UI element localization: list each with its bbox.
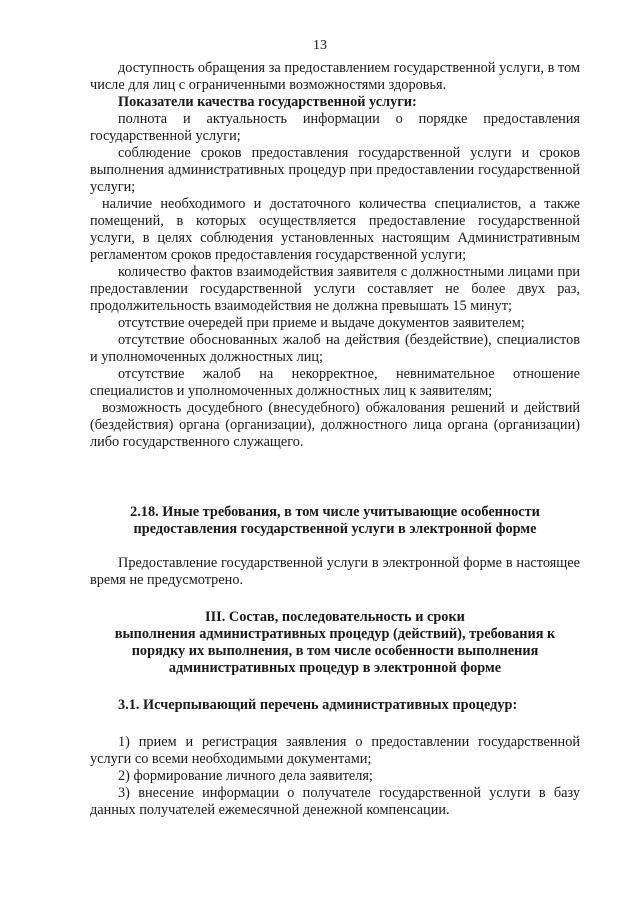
section-2-18-title-line: предоставления государственной услуги в электронной форме [133,521,537,537]
quality-item: полнота и актуальность информации о порядке предоставления государственной услуги; [90,111,580,144]
section-3-title-line: административных процедур в электронной форме [168,660,502,676]
document-body [90,60,580,819]
quality-item: количество фактов взаимодействия заявителя с должностными лицами при предоставлении государственной услуги составляет не более двух раз, продолжительность взаимодействия не должна превышать 15 минут; [90,264,580,314]
quality-intro-paragraph: доступность обращения за предоставлением государственной услуги, в том числе для лиц с ограниченными возможностями здоровья. [90,60,580,93]
page-number: 13 [313,38,327,53]
quality-item: возможность досудебного (внесудебного) обжалования решений и действий (бездействия) органа (организации), должностного лица органа (организации) либо государственного служащего. [90,400,580,450]
quality-item: отсутствие жалоб на некорректное, невнимательное отношение специалистов и уполномоченных должностных лиц к заявителям; [90,366,580,399]
quality-item: соблюдение сроков предоставления государственной услуги и сроков выполнения административных процедур при предоставлении государственной услуги; [90,145,580,195]
section-3-title-line: III. Состав, последовательность и сроки [205,609,465,625]
procedure-item: 1) прием и регистрация заявления о предоставлении государственной услуги со всеми необходимыми документами; [90,734,580,767]
quality-indicators-heading: Показатели качества государственной услуги: [118,94,417,110]
section-3-1-heading: 3.1. Исчерпывающий перечень административных процедур: [118,697,518,713]
quality-item: наличие необходимого и достаточного количества специалистов, а также помещений, в которых осуществляется предоставление государственной услуги, в целях соблюдения установленных настоящим Административным регламентом сроков предоставления государственной услуги; [90,196,580,263]
procedure-item: 3) внесение информации о получателе государственной услуги в базу данных получателей ежемесячной денежной компенсации. [90,785,580,818]
section-2-18-title-line: 2.18. Иные требования, в том числе учитывающие особенности [130,504,540,520]
quality-item: отсутствие обоснованных жалоб на действия (бездействие), специалистов и уполномоченных должностных лиц; [90,332,580,365]
procedure-item: 2) формирование личного дела заявителя; [118,768,373,784]
quality-item: отсутствие очередей при приеме и выдаче документов заявителем; [118,315,525,331]
section-3-title-line: выполнения административных процедур (действий), требования к [114,626,556,642]
section-3-title-line: порядку их выполнения, в том числе особенности выполнения [131,643,539,659]
section-2-18-text: Предоставление государственной услуги в электронной форме в настоящее время не предусмотрено. [90,555,580,588]
